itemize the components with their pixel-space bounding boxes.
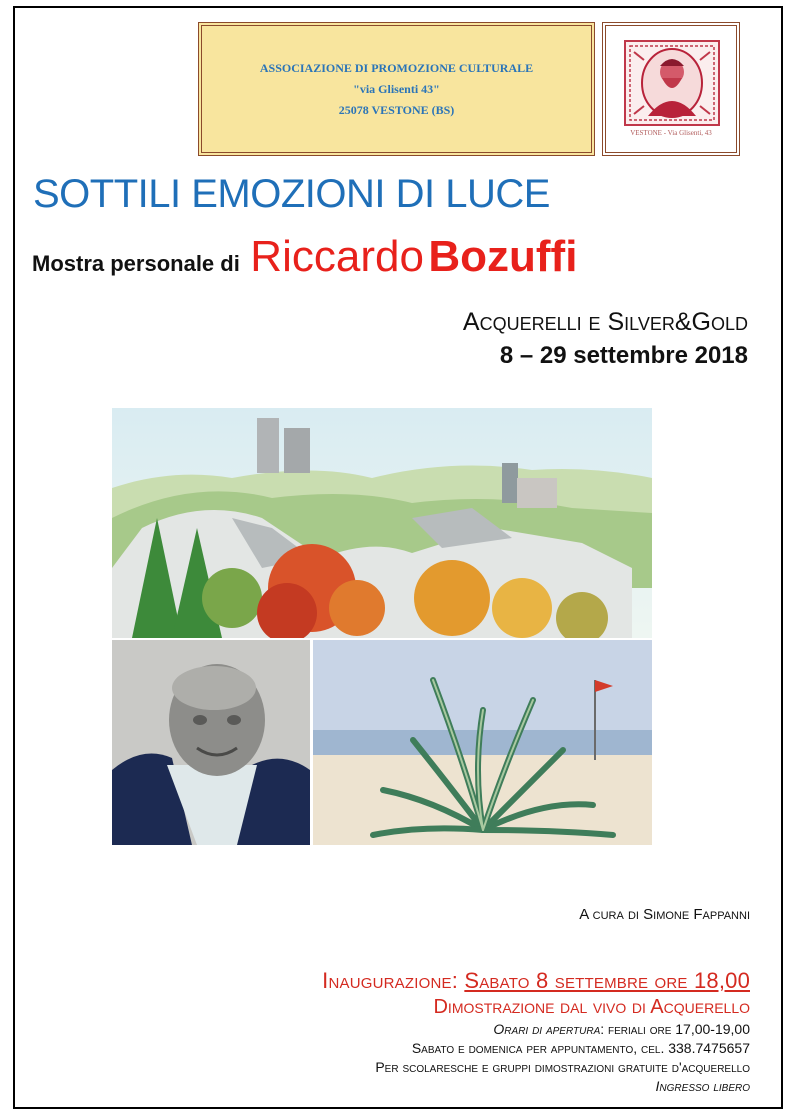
association-city: 25078 VESTONE (BS) (338, 103, 455, 117)
entry-text: Ingresso libero (655, 1078, 750, 1094)
exhibition-title: SOTTILI EMOZIONI DI LUCE (33, 172, 550, 216)
entry-line (656, 1078, 750, 1094)
opening-hours-value: : feriali ore 17,00-19,00 (600, 1021, 750, 1037)
schools-line: Per scolaresche e gruppi dimostrazioni gratuite d'acquerello (375, 1059, 750, 1075)
agave-beach-painting (313, 640, 652, 845)
curator-credit: A cura di Simone Fappanni (579, 906, 750, 923)
artist-last-name: Bozuffi (428, 232, 578, 281)
inauguration-label: Inaugurazione: (322, 968, 459, 993)
weekend-appointment-line: Sabato e domenica per appuntamento, cel. 338.7475657 (411, 1040, 750, 1056)
association-street: "via Glisenti 43" (353, 82, 440, 96)
artist-line (32, 232, 772, 282)
association-box (198, 22, 595, 156)
portrait-engraving-icon (624, 40, 720, 126)
artist-first-name: Riccardo (250, 232, 424, 281)
exhibition-subtitle: Acquerelli e Silver&Gold (462, 308, 748, 336)
association-name: ASSOCIAZIONE DI PROMOZIONE CULTURALE (259, 61, 534, 75)
logo-caption: VESTONE - Via Glisenti, 43 (630, 129, 712, 137)
inauguration-date: Sabato 8 settembre ore 18,00 (464, 968, 750, 993)
artist-line-prefix: Mostra personale di (32, 251, 240, 276)
opening-hours-line (493, 1021, 750, 1037)
exhibition-dates: 8 – 29 settembre 2018 (499, 342, 748, 369)
logo-box (602, 22, 740, 156)
demonstration-line: Dimostrazione dal vivo di Acquerello (433, 996, 750, 1018)
inauguration-line (322, 968, 750, 994)
silver-portrait-painting (112, 640, 310, 845)
opening-hours-label: Orari di apertura (493, 1021, 601, 1037)
castle-landscape-painting (112, 408, 652, 638)
